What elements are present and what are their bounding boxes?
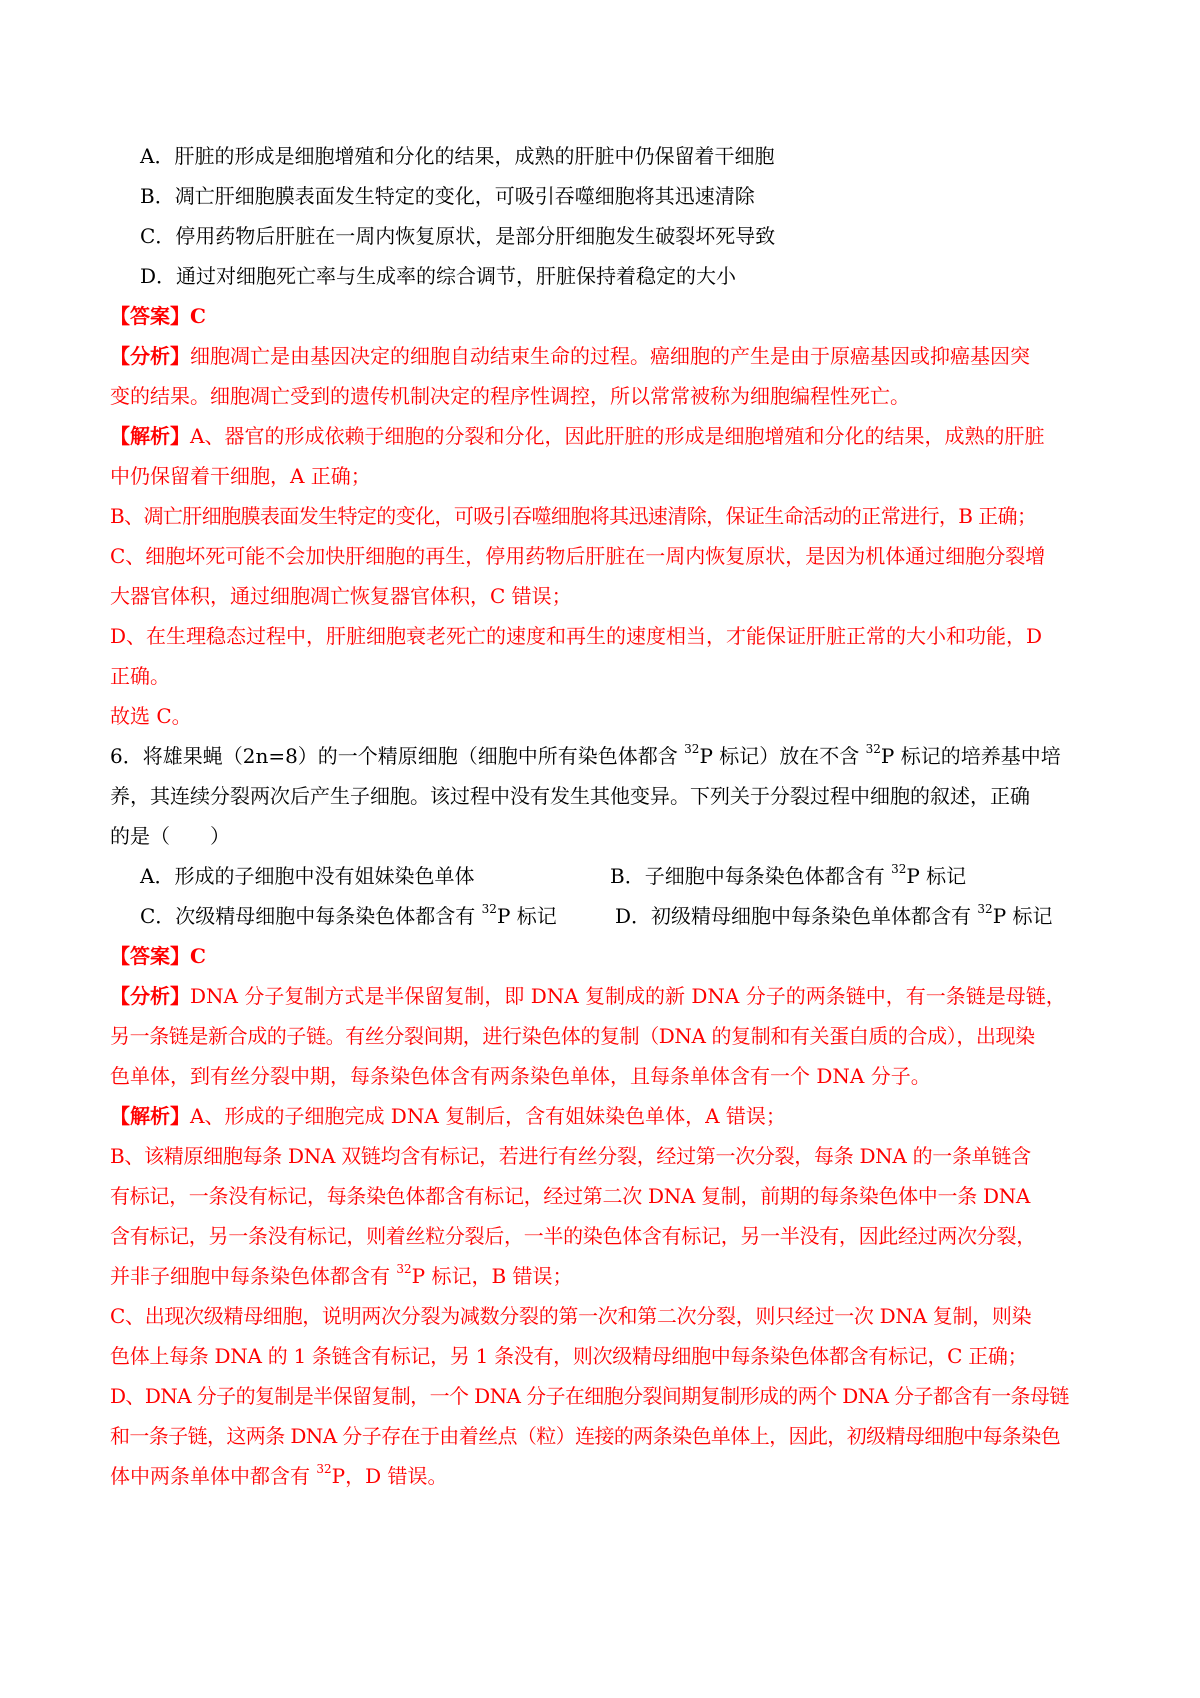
q6-analysis-line-3: 色单体，到有丝分裂中期，每条染色体含有两条染色单体，且每条单体含有一个 DNA 分子。 xyxy=(110,1064,931,1088)
q5-option-d: D．通过对细胞死亡率与生成率的综合调节，肝脏保持着稳定的大小 xyxy=(140,264,737,288)
analysis-tag: 【分析】 xyxy=(110,984,190,1008)
superscript-32: 32 xyxy=(891,862,907,877)
explain-tag: 【解析】 xyxy=(110,1104,190,1128)
q5-option-c: C．停用药物后肝脏在一周内恢复原状，是部分肝细胞发生破裂坏死导致 xyxy=(140,224,776,248)
q5-explain-line-5: 大器官体积，通过细胞凋亡恢复器官体积，C 错误； xyxy=(110,584,572,608)
q6-explain-b-line-2: 有标记，一条没有标记，每条染色体都含有标记，经过第二次 DNA 复制，前期的每条染色体中一条 DNA xyxy=(110,1184,1031,1208)
q6-analysis-line-2: 另一条链是新合成的子链。有丝分裂间期，进行染色体的复制（DNA 的复制和有关蛋白质的合成），出现染 xyxy=(110,1024,1035,1048)
q6-stem-part: P 标记的培养基中培 xyxy=(880,744,1061,768)
q5-answer-line xyxy=(110,302,1100,330)
q6-stem-line-1 xyxy=(110,742,1100,770)
superscript-32: 32 xyxy=(396,1262,412,1277)
q5-analysis-line-1 xyxy=(110,342,1100,370)
q6-explain-d-line-1: D、DNA 分子的复制是半保留复制，一个 DNA 分子在细胞分裂间期复制形成的两个 DNA 分子都含有一条母链 xyxy=(110,1384,1069,1408)
answer-tag: 【答案】 xyxy=(110,304,190,328)
q6-stem-line-2: 养，其连续分裂两次后产生子细胞。该过程中没有发生其他变异。下列关于分裂过程中细胞的叙述，正确 xyxy=(110,784,1030,808)
superscript-32: 32 xyxy=(684,742,700,757)
q6-stem-line-3: 的是（ ） xyxy=(110,824,230,848)
q5-explain-line-6: D、在生理稳态过程中，肝脏细胞衰老死亡的速度和再生的速度相当，才能保证肝脏正常的大小和功能，D xyxy=(110,624,1043,648)
explain-text: P 标记，B 错误； xyxy=(411,1264,573,1288)
q6-option-a: A．形成的子细胞中没有姐妹染色单体 xyxy=(140,864,475,888)
q6-explain-line-a xyxy=(110,1102,1100,1130)
explain-text: 体中两条单体中都含有 xyxy=(110,1464,317,1488)
q5-explain-line-3: B、凋亡肝细胞膜表面发生特定的变化，可吸引吞噬细胞将其迅速清除，保证生命活动的正常进行，B 正确； xyxy=(110,504,1037,528)
q6-answer-line xyxy=(110,942,1100,970)
superscript-32: 32 xyxy=(481,902,497,917)
q6-explain-c-line-1: C、出现次级精母细胞，说明两次分裂为减数分裂的第一次和第二次分裂，则只经过一次 DNA 复制，则染 xyxy=(110,1304,1032,1328)
q6-option-d xyxy=(615,902,1053,930)
option-text: C．次级精母细胞中每条染色体都含有 xyxy=(140,904,482,928)
option-text: P 标记 xyxy=(992,904,1053,928)
q5-explain-line-2: 中仍保留着干细胞，A 正确； xyxy=(110,464,371,488)
superscript-32: 32 xyxy=(977,902,993,917)
option-text: D．初级精母细胞中每条染色单体都含有 xyxy=(615,904,978,928)
q6-explain-b-line-3: 含有标记，另一条没有标记，则着丝粒分裂后，一半的染色体含有标记，另一半没有，因此经过两次分裂， xyxy=(110,1224,1036,1248)
q6-explain-c-line-2: 色体上每条 DNA 的 1 条链含有标记，另 1 条没有，则次级精母细胞中每条染色体都含有标记，C 正确； xyxy=(110,1344,1028,1368)
option-text: P 标记 xyxy=(906,864,967,888)
q6-option-c xyxy=(140,902,557,930)
q5-analysis-line-2: 变的结果。细胞凋亡受到的遗传机制决定的程序性调控，所以常常被称为细胞编程性死亡。 xyxy=(110,384,910,408)
q6-explain-b-line-1: B、该精原细胞每条 DNA 双链均含有标记，若进行有丝分裂，经过第一次分裂，每条 DNA 的一条单链含 xyxy=(110,1144,1031,1168)
answer-tag: 【答案】 xyxy=(110,944,190,968)
q6-option-b xyxy=(610,862,966,890)
q5-option-b: B．凋亡肝细胞膜表面发生特定的变化，可吸引吞噬细胞将其迅速清除 xyxy=(140,184,755,208)
q6-explain-d-line-2: 和一条子链，这两条 DNA 分子存在于由着丝点（粒）连接的两条染色单体上，因此，初级精母细胞中每条染色 xyxy=(110,1424,1061,1448)
q6-analysis-line-1 xyxy=(110,982,1100,1010)
option-text: B．子细胞中每条染色体都含有 xyxy=(610,864,892,888)
analysis-text: 细胞凋亡是由基因决定的细胞自动结束生命的过程。癌细胞的产生是由于原癌基因或抑癌基因突 xyxy=(190,344,1030,368)
answer-value: C xyxy=(190,944,206,968)
explain-text: A、形成的子细胞完成 DNA 复制后，含有姐妹染色单体，A 错误； xyxy=(190,1104,786,1128)
q5-explain-line-7: 正确。 xyxy=(110,664,170,688)
explain-tag: 【解析】 xyxy=(110,424,190,448)
option-text: P 标记 xyxy=(496,904,557,928)
superscript-32: 32 xyxy=(316,1462,332,1477)
q5-option-a: A．肝脏的形成是细胞增殖和分化的结果，成熟的肝脏中仍保留着干细胞 xyxy=(140,144,775,168)
superscript-32: 32 xyxy=(865,742,881,757)
explain-text: A、器官的形成依赖于细胞的分裂和分化，因此肝脏的形成是细胞增殖和分化的结果，成熟的肝脏 xyxy=(190,424,1045,448)
q5-explain-line-1 xyxy=(110,422,1100,450)
answer-value: C xyxy=(190,304,206,328)
analysis-text: DNA 分子复制方式是半保留复制，即 DNA 复制成的新 DNA 分子的两条链中，有一条链是母链， xyxy=(190,984,1066,1008)
q6-stem-part: P 标记）放在不含 xyxy=(699,744,866,768)
explain-text: P，D 错误。 xyxy=(331,1464,448,1488)
analysis-tag: 【分析】 xyxy=(110,344,190,368)
q6-stem-part: 6．将雄果蝇（2n=8）的一个精原细胞（细胞中所有染色体都含 xyxy=(110,744,685,768)
q6-explain-d-line-3 xyxy=(110,1462,1100,1490)
q6-explain-b-line-4 xyxy=(110,1262,1100,1290)
q5-conclusion: 故选 C。 xyxy=(110,704,192,728)
q5-explain-line-4: C、细胞坏死可能不会加快肝细胞的再生，停用药物后肝脏在一周内恢复原状，是因为机体通过细胞分裂增 xyxy=(110,544,1046,568)
explain-text: 并非子细胞中每条染色体都含有 xyxy=(110,1264,397,1288)
